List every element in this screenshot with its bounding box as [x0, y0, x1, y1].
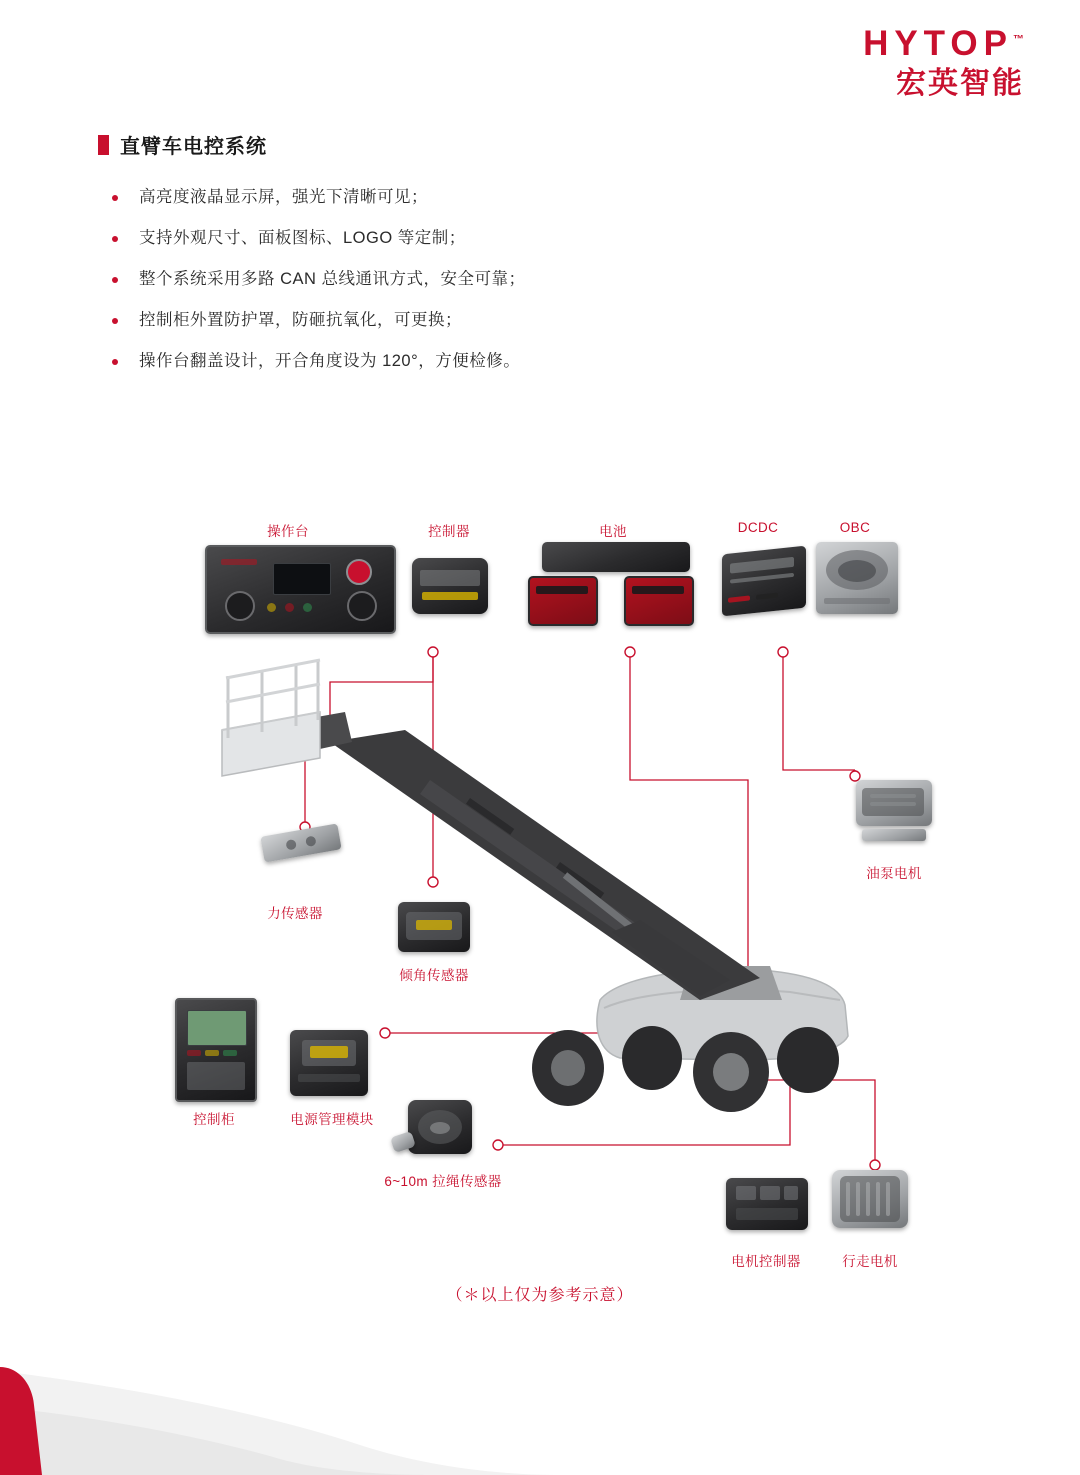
- label-control-cabinet: 控制柜: [193, 1112, 235, 1127]
- bullet-dot-icon: [112, 359, 118, 365]
- label-drive-motor: 行走电机: [842, 1254, 898, 1269]
- component-oil-pump-motor-image: [856, 780, 932, 841]
- component-motor-controller-image: [726, 1178, 808, 1230]
- page-title: 直臂车电控系统: [120, 136, 267, 158]
- label-controller: 控制器: [428, 524, 470, 539]
- component-obc-image: [816, 542, 898, 614]
- component-rope-sensor-image: [408, 1100, 472, 1154]
- component-control-cabinet-image: [175, 998, 257, 1102]
- label-motor-controller: 电机控制器: [731, 1254, 801, 1269]
- bullet-dot-icon: [112, 195, 118, 201]
- brand-logo: [863, 26, 1024, 99]
- label-battery: 电池: [599, 524, 627, 539]
- component-console-image: [205, 545, 396, 634]
- label-oil-pump-motor: 油泵电机: [866, 866, 922, 881]
- bullet-dot-icon: [112, 318, 118, 324]
- decorative-swoosh: [0, 1245, 560, 1475]
- list-item: [112, 227, 526, 251]
- brand-name-en: [863, 26, 1024, 61]
- list-item-label: 整个系统采用多路 CAN 总线通讯方式，安全可靠；: [139, 269, 526, 288]
- component-force-sensor-image: [262, 830, 340, 856]
- list-item-label: 控制柜外置防护罩，防砸抗氧化，可更换；: [139, 310, 462, 329]
- list-item: [112, 268, 526, 292]
- list-item: [112, 350, 526, 374]
- label-power-management-module: 电源管理模块: [290, 1112, 374, 1127]
- list-item-label: 高亮度液晶显示屏，强光下清晰可见；: [139, 188, 428, 206]
- heading-marker-icon: [98, 135, 109, 155]
- label-console: 操作台: [267, 524, 309, 539]
- bullet-dot-icon: [112, 236, 118, 242]
- list-item: [112, 186, 526, 210]
- system-diagram: [0, 480, 1080, 1320]
- label-dcdc: DCDC: [737, 520, 779, 535]
- bullet-dot-icon: [112, 277, 118, 283]
- component-drive-motor-image: [832, 1170, 908, 1228]
- list-item-label: 操作台翻盖设计，开合角度设为 120°，方便检修。: [139, 351, 521, 370]
- trademark-symbol: ™: [1013, 33, 1024, 46]
- component-dcdc-image: [722, 550, 806, 612]
- list-item: [112, 309, 526, 333]
- feature-list: [112, 186, 526, 391]
- label-rope-sensor: 6~10m 拉绳传感器: [384, 1174, 502, 1189]
- label-obc: OBC: [839, 520, 871, 535]
- component-tilt-sensor-image: [398, 902, 470, 952]
- label-force-sensor: 力传感器: [267, 906, 323, 921]
- reference-note: （＊以上仅为参考示意）: [446, 1287, 634, 1304]
- section-heading: [98, 130, 267, 159]
- component-power-management-module-image: [290, 1030, 368, 1096]
- brand-name-en-text: HYTOP: [863, 24, 1013, 63]
- list-item-label: 支持外观尺寸、面板图标、LOGO 等定制；: [139, 228, 466, 247]
- label-tilt-sensor: 倾角传感器: [399, 968, 469, 983]
- brand-name-cn: 宏英智能: [896, 67, 1024, 100]
- component-controller-image: [412, 558, 488, 614]
